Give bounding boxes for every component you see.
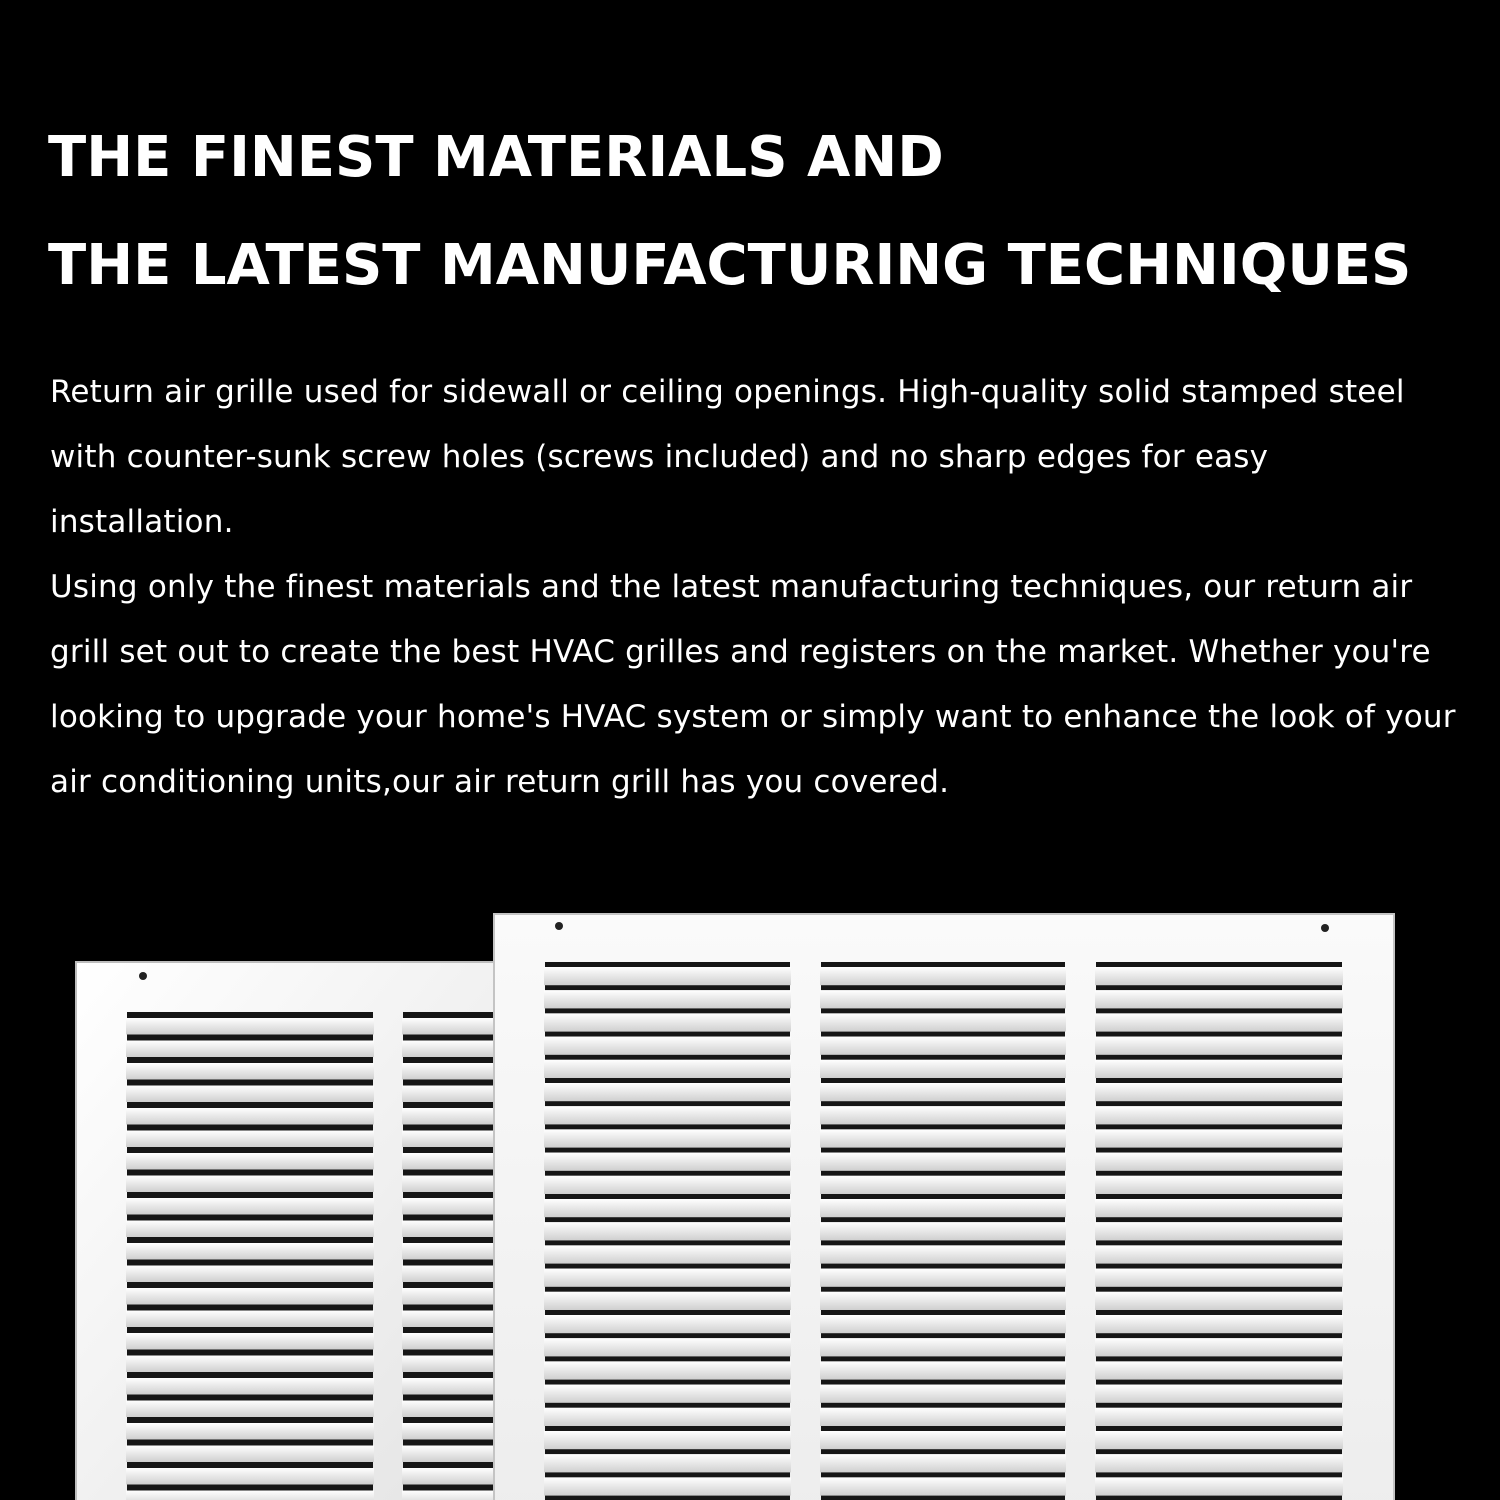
- louver-blade: [544, 1408, 791, 1426]
- louver-slot: [403, 1170, 503, 1176]
- louver-blade: [820, 967, 1066, 985]
- louver-slot: [545, 1287, 790, 1292]
- louver-blade: [1095, 1454, 1343, 1472]
- louver-blade: [1095, 1385, 1343, 1403]
- louver-blade: [1095, 990, 1343, 1008]
- louver-blade: [544, 990, 791, 1008]
- louver-blade: [1095, 1199, 1343, 1217]
- louver-blade: [544, 1454, 791, 1472]
- louver-slot: [545, 1101, 790, 1106]
- louver-slot: [403, 1192, 503, 1198]
- louver-slot: [821, 1008, 1065, 1013]
- louver-blade: [544, 1106, 791, 1124]
- louver-blade: [126, 1176, 374, 1193]
- louver-blade: [126, 1401, 374, 1418]
- louver-slot: [545, 985, 790, 990]
- louver-blade: [544, 1153, 791, 1171]
- louver-slot: [403, 1282, 503, 1288]
- louver-blade: [126, 1266, 374, 1283]
- louver-slot: [821, 1078, 1065, 1083]
- louver-slot: [545, 1032, 790, 1037]
- louver-slot: [1096, 1426, 1342, 1431]
- louver-blade: [1095, 1408, 1343, 1426]
- louver-slot: [403, 1372, 503, 1378]
- louver-blade: [402, 1221, 504, 1238]
- louver-slot: [545, 1403, 790, 1408]
- louver-slot: [1096, 1055, 1342, 1060]
- louver-blade: [126, 1356, 374, 1373]
- louver-blade: [402, 1018, 504, 1035]
- louver-slot: [1096, 1380, 1342, 1385]
- louver-slot: [545, 962, 790, 967]
- louver-blade: [402, 1198, 504, 1215]
- louver-slot: [821, 1194, 1065, 1199]
- louver-blade: [820, 1083, 1066, 1101]
- louver-slot: [1096, 1101, 1342, 1106]
- louver-slot: [1096, 1194, 1342, 1199]
- louver-blade: [402, 1468, 504, 1485]
- louver-blade: [1095, 1315, 1343, 1333]
- louver-blade: [126, 1378, 374, 1395]
- louver-blade: [544, 1361, 791, 1379]
- louver-slot: [403, 1417, 503, 1423]
- louver-blade: [544, 1222, 791, 1240]
- louver-slot: [1096, 1124, 1342, 1129]
- louver-blade: [402, 1243, 504, 1260]
- louver-blade: [126, 1333, 374, 1350]
- louver-blade: [402, 1288, 504, 1305]
- louver-blade: [544, 1315, 791, 1333]
- louver-slot: [1096, 1333, 1342, 1338]
- louver-blade: [126, 1446, 374, 1463]
- louver-blade: [402, 1333, 504, 1350]
- louver-slot: [545, 1333, 790, 1338]
- louver-blade: [820, 1477, 1066, 1495]
- louver-slot: [403, 1012, 503, 1018]
- front-grille-screw-hole-left: [555, 922, 563, 930]
- louver-slot: [1096, 1171, 1342, 1176]
- louver-blade: [402, 1423, 504, 1440]
- louver-blade: [544, 1199, 791, 1217]
- louver-blade: [126, 1086, 374, 1103]
- louver-blade: [820, 1431, 1066, 1449]
- louver-slot: [127, 1395, 373, 1401]
- louver-blade: [544, 1431, 791, 1449]
- louver-blade: [820, 1013, 1066, 1031]
- louver-slot: [127, 1260, 373, 1266]
- front-grille-screw-hole-right: [1321, 924, 1329, 932]
- louver-blade: [1095, 1269, 1343, 1287]
- louver-blade: [1095, 1037, 1343, 1055]
- louver-slot: [127, 1057, 373, 1063]
- louver-blade: [126, 1243, 374, 1260]
- louver-blade: [1095, 1060, 1343, 1078]
- louver-slot: [545, 1264, 790, 1269]
- louver-slot: [127, 1147, 373, 1153]
- return-air-grille-photo: [0, 880, 1500, 1500]
- louver-blade: [126, 1311, 374, 1328]
- front-grille-louvers-left: [544, 962, 791, 1500]
- louver-blade: [544, 1083, 791, 1101]
- louver-blade: [544, 1129, 791, 1147]
- louver-slot: [821, 1124, 1065, 1129]
- louver-blade: [820, 1454, 1066, 1472]
- louver-slot: [403, 1395, 503, 1401]
- louver-blade: [126, 1468, 374, 1485]
- louver-blade: [544, 967, 791, 985]
- louver-blade: [402, 1176, 504, 1193]
- louver-blade: [126, 1063, 374, 1080]
- product-description: [50, 360, 1460, 815]
- louver-slot: [1096, 1472, 1342, 1477]
- louver-slot: [545, 1310, 790, 1315]
- louver-slot: [821, 985, 1065, 990]
- louver-slot: [127, 1327, 373, 1333]
- louver-slot: [1096, 985, 1342, 990]
- louver-blade: [544, 1477, 791, 1495]
- louver-slot: [821, 1217, 1065, 1222]
- louver-slot: [127, 1237, 373, 1243]
- louver-slot: [821, 962, 1065, 967]
- louver-slot: [821, 1472, 1065, 1477]
- louver-slot: [127, 1282, 373, 1288]
- louver-slot: [403, 1102, 503, 1108]
- back-grille-louvers-right: [402, 1012, 504, 1500]
- louver-slot: [1096, 962, 1342, 967]
- louver-blade: [544, 1269, 791, 1287]
- louver-slot: [127, 1417, 373, 1423]
- louver-slot: [127, 1035, 373, 1041]
- louver-blade: [126, 1288, 374, 1305]
- louver-slot: [821, 1449, 1065, 1454]
- louver-slot: [403, 1462, 503, 1468]
- louver-blade: [820, 1199, 1066, 1217]
- louver-blade: [402, 1131, 504, 1148]
- louver-blade: [544, 1037, 791, 1055]
- louver-slot: [127, 1102, 373, 1108]
- louver-slot: [127, 1485, 373, 1491]
- louver-blade: [1095, 1222, 1343, 1240]
- louver-slot: [403, 1260, 503, 1266]
- louver-slot: [403, 1327, 503, 1333]
- louver-slot: [403, 1350, 503, 1356]
- headline-line-1: THE FINEST MATERIALS AND: [48, 125, 944, 190]
- louver-blade: [1095, 1245, 1343, 1263]
- louver-slot: [821, 1380, 1065, 1385]
- louver-blade: [402, 1108, 504, 1125]
- louver-slot: [545, 1472, 790, 1477]
- description-paragraph-2: Using only the finest materials and the latest manufacturing techniques, our return air grill set out to create the best HVAC grilles and registers on the market. Whether you're looking to upgrade your home's HVAC system or simply want to enhance the look of your air conditioning units,our air return grill has you covered.: [50, 569, 1456, 800]
- louver-slot: [127, 1372, 373, 1378]
- louver-blade: [544, 1013, 791, 1031]
- louver-slot: [1096, 1264, 1342, 1269]
- louver-blade: [126, 1041, 374, 1058]
- headline-line-2: THE LATEST MANUFACTURING TECHNIQUES: [48, 233, 1412, 298]
- back-grille: [76, 962, 536, 1500]
- louver-slot: [545, 1426, 790, 1431]
- louver-slot: [1096, 1217, 1342, 1222]
- louver-slot: [403, 1215, 503, 1221]
- louver-slot: [403, 1057, 503, 1063]
- louver-slot: [1096, 1403, 1342, 1408]
- louver-slot: [127, 1125, 373, 1131]
- louver-blade: [820, 1269, 1066, 1287]
- louver-blade: [402, 1041, 504, 1058]
- louver-blade: [544, 1245, 791, 1263]
- louver-slot: [403, 1485, 503, 1491]
- louver-blade: [544, 1385, 791, 1403]
- louver-blade: [1095, 1361, 1343, 1379]
- louver-slot: [821, 1240, 1065, 1245]
- louver-slot: [403, 1080, 503, 1086]
- louver-slot: [545, 1380, 790, 1385]
- louver-blade: [402, 1446, 504, 1463]
- louver-blade: [1095, 1013, 1343, 1031]
- louver-blade: [820, 1106, 1066, 1124]
- louver-slot: [821, 1032, 1065, 1037]
- louver-blade: [402, 1063, 504, 1080]
- louver-slot: [127, 1080, 373, 1086]
- headline: [48, 104, 1468, 320]
- louver-blade: [126, 1423, 374, 1440]
- back-grille-screw-hole: [139, 972, 147, 980]
- louver-blade: [820, 1361, 1066, 1379]
- louver-slot: [127, 1170, 373, 1176]
- louver-blade: [820, 1037, 1066, 1055]
- louver-blade: [126, 1108, 374, 1125]
- louver-blade: [820, 1129, 1066, 1147]
- louver-slot: [821, 1310, 1065, 1315]
- louver-slot: [821, 1287, 1065, 1292]
- louver-blade: [1095, 1431, 1343, 1449]
- louver-blade: [820, 1338, 1066, 1356]
- louver-blade: [820, 1245, 1066, 1263]
- louver-slot: [821, 1055, 1065, 1060]
- louver-blade: [544, 1292, 791, 1310]
- louver-slot: [821, 1426, 1065, 1431]
- louver-blade: [402, 1401, 504, 1418]
- louver-blade: [820, 1385, 1066, 1403]
- louver-slot: [545, 1217, 790, 1222]
- louver-blade: [1095, 1106, 1343, 1124]
- louver-slot: [403, 1305, 503, 1311]
- louver-slot: [545, 1240, 790, 1245]
- louver-blade: [1095, 1292, 1343, 1310]
- back-grille-louvers-left: [126, 1012, 374, 1500]
- louver-slot: [545, 1449, 790, 1454]
- louver-slot: [1096, 1310, 1342, 1315]
- louver-slot: [821, 1171, 1065, 1176]
- louver-blade: [402, 1311, 504, 1328]
- louver-slot: [1096, 1148, 1342, 1153]
- louver-blade: [1095, 1153, 1343, 1171]
- louver-blade: [1095, 1083, 1343, 1101]
- louver-slot: [545, 1008, 790, 1013]
- louver-blade: [126, 1153, 374, 1170]
- louver-slot: [1096, 1032, 1342, 1037]
- louver-blade: [820, 1222, 1066, 1240]
- louver-slot: [1096, 1240, 1342, 1245]
- front-grille: [494, 914, 1394, 1500]
- louver-slot: [1096, 1356, 1342, 1361]
- louver-slot: [127, 1462, 373, 1468]
- louver-slot: [821, 1101, 1065, 1106]
- louver-slot: [821, 1403, 1065, 1408]
- front-grille-louvers-right: [1095, 962, 1343, 1500]
- louver-slot: [821, 1356, 1065, 1361]
- louver-blade: [544, 1060, 791, 1078]
- louver-slot: [127, 1350, 373, 1356]
- louver-slot: [403, 1125, 503, 1131]
- louver-slot: [403, 1440, 503, 1446]
- louver-blade: [126, 1491, 374, 1500]
- louver-blade: [402, 1086, 504, 1103]
- louver-slot: [1096, 1496, 1342, 1500]
- louver-slot: [1096, 1078, 1342, 1083]
- louver-slot: [545, 1124, 790, 1129]
- louver-blade: [544, 1338, 791, 1356]
- louver-slot: [545, 1356, 790, 1361]
- louver-blade: [402, 1356, 504, 1373]
- louver-slot: [545, 1148, 790, 1153]
- louver-slot: [127, 1440, 373, 1446]
- louver-blade: [1095, 1129, 1343, 1147]
- louver-slot: [821, 1148, 1065, 1153]
- louver-slot: [127, 1012, 373, 1018]
- louver-blade: [820, 1408, 1066, 1426]
- description-paragraph-1: Return air grille used for sidewall or ceiling openings. High-quality solid stamped steel with counter-sunk screw holes (screws included) and no sharp edges for easy installation.: [50, 374, 1405, 540]
- louver-slot: [403, 1147, 503, 1153]
- louver-blade: [126, 1198, 374, 1215]
- louver-slot: [403, 1035, 503, 1041]
- louver-slot: [1096, 1287, 1342, 1292]
- louver-blade: [1095, 1176, 1343, 1194]
- louver-blade: [1095, 1477, 1343, 1495]
- louver-slot: [1096, 1449, 1342, 1454]
- louver-blade: [820, 990, 1066, 1008]
- louver-blade: [402, 1491, 504, 1500]
- louver-slot: [821, 1333, 1065, 1338]
- louver-slot: [545, 1078, 790, 1083]
- louver-slot: [545, 1055, 790, 1060]
- louver-blade: [126, 1221, 374, 1238]
- louver-slot: [545, 1194, 790, 1199]
- louver-blade: [1095, 1338, 1343, 1356]
- louver-blade: [820, 1153, 1066, 1171]
- louver-slot: [127, 1192, 373, 1198]
- louver-blade: [820, 1176, 1066, 1194]
- louver-blade: [126, 1018, 374, 1035]
- louver-slot: [1096, 1008, 1342, 1013]
- front-grille-louvers-middle: [820, 962, 1066, 1500]
- louver-blade: [820, 1292, 1066, 1310]
- louver-blade: [402, 1378, 504, 1395]
- louver-blade: [402, 1266, 504, 1283]
- louver-blade: [402, 1153, 504, 1170]
- louver-slot: [545, 1171, 790, 1176]
- louver-slot: [403, 1237, 503, 1243]
- louver-slot: [127, 1215, 373, 1221]
- louver-blade: [544, 1176, 791, 1194]
- louver-blade: [1095, 967, 1343, 985]
- louver-slot: [545, 1496, 790, 1500]
- louver-blade: [820, 1315, 1066, 1333]
- louver-blade: [126, 1131, 374, 1148]
- louver-slot: [821, 1264, 1065, 1269]
- louver-blade: [820, 1060, 1066, 1078]
- louver-slot: [127, 1305, 373, 1311]
- louver-slot: [821, 1496, 1065, 1500]
